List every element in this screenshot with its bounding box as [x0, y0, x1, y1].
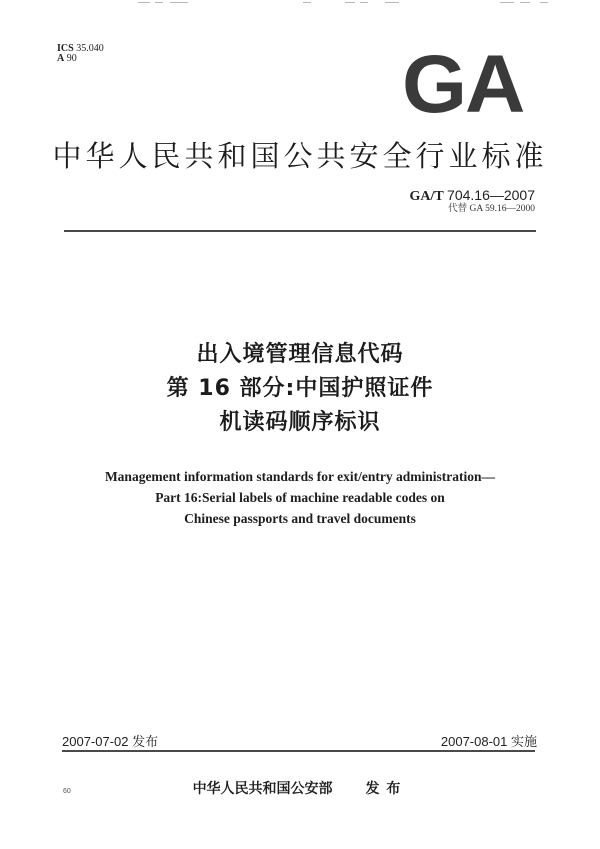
ccs-code: 90 — [66, 53, 77, 64]
standard-number-block — [410, 188, 535, 215]
scan-artifacts — [0, 0, 600, 6]
ccs-label: A — [57, 53, 65, 64]
ics-code: 35.040 — [76, 43, 104, 54]
issue-date: 2007-07-02 发布 — [62, 734, 159, 749]
standard-category-title: 中华人民共和国公共安全行业标准 — [52, 139, 548, 173]
chinese-title-line-3: 机读码顺序标识 — [219, 410, 381, 435]
ics-label: ICS — [57, 43, 74, 54]
implement-date: 2007-08-01 实施 — [440, 734, 537, 749]
publish-word: 发布 — [365, 781, 408, 797]
english-title-line-1: Management information standards for exit/entry administration— — [104, 469, 496, 484]
header-divider — [64, 230, 536, 232]
english-title-line-3: Chinese passports and travel documents — [184, 511, 416, 526]
standard-digits: 704.16—2007 — [447, 187, 535, 203]
standard-prefix: GA/T — [409, 189, 444, 204]
ccs-line — [57, 54, 104, 64]
english-title — [0, 466, 600, 529]
standard-number — [410, 188, 535, 204]
page-number: 60 — [63, 788, 71, 795]
footer-divider — [62, 750, 535, 752]
chinese-title-line-1: 出入境管理信息代码 — [196, 342, 404, 367]
chinese-title — [0, 338, 600, 440]
publisher-name: 中华人民共和国公安部 — [192, 781, 333, 797]
publisher-line — [0, 778, 600, 798]
ga-logo: GA — [402, 39, 524, 130]
classification-codes — [57, 44, 104, 64]
chinese-title-line-2: 第 16 部分:中国护照证件 — [166, 376, 434, 401]
english-title-line-2: Part 16:Serial labels of machine readable codes on — [155, 490, 445, 505]
replaces-standard: 代替 GA 59.16—2000 — [448, 204, 535, 214]
